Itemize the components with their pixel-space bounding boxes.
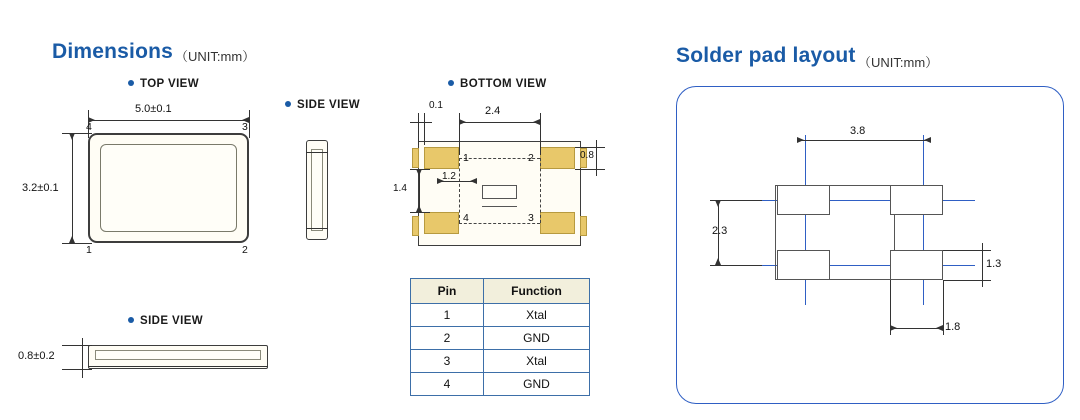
side-view-right-line-bottom: [306, 228, 328, 229]
solder-title: Solder pad layout: [676, 44, 856, 67]
bottomview-2_4-label: 2.4: [485, 105, 501, 117]
bottomview-0_8-label: 0.8: [580, 150, 594, 161]
bottomview-2_4-arrow-left: [459, 119, 466, 125]
bottomview-2_4-line: [459, 122, 540, 123]
bottom-view-pad-3: [540, 212, 575, 234]
bottomview-0_1-line: [410, 122, 432, 123]
table-row: [411, 350, 590, 373]
dimensions-unit: （UNIT:mm）: [175, 49, 256, 64]
cell-function: GND: [484, 327, 590, 350]
pin-function-table: [410, 278, 590, 396]
solder-3_8-arrow-right: [924, 137, 931, 143]
solder-1_8-label: 1.8: [945, 321, 961, 333]
bottomview-1_2-arrow-right: [470, 178, 477, 184]
topview-height-arrow-top: [69, 133, 75, 140]
solder-pad-top-right: [890, 185, 943, 215]
topview-pin-1: 1: [86, 244, 92, 256]
solder-unit: （UNIT:mm）: [858, 55, 939, 70]
solder-pad-bottom-left: [777, 250, 830, 280]
solder-ext-2_3-bottom: [710, 265, 762, 266]
bottomview-2_4-arrow-right: [533, 119, 540, 125]
topview-height-line: [72, 133, 73, 243]
cell-function: Xtal: [484, 350, 590, 373]
side-view-right-inner: [311, 149, 323, 231]
bottomview-ext-1_4-bottom: [410, 212, 430, 213]
side-view-right-line-top: [306, 152, 328, 153]
solder-ext-1_3-top: [943, 250, 991, 251]
solder-pad-bottom-right: [890, 250, 943, 280]
table-header-function: Function: [484, 279, 590, 304]
sidelower-ext-bottom: [62, 369, 92, 370]
solder-1_3-label: 1.3: [986, 258, 1002, 270]
cell-function: Xtal: [484, 304, 590, 327]
table-row: [411, 304, 590, 327]
bottom-view-tab-left-top: [412, 148, 419, 168]
bottomview-pin-4: 4: [463, 212, 469, 224]
bullet-dot-icon: [448, 80, 454, 86]
sidelower-thickness-label: 0.8±0.2: [18, 350, 55, 362]
top-view-package-inner: [100, 144, 237, 232]
cell-function: GND: [484, 373, 590, 396]
topview-height-arrow-bottom: [69, 236, 75, 243]
topview-pin-3: 3: [242, 121, 248, 133]
bottomview-ext-2_4-right: [540, 113, 541, 155]
solder-1_3-line: [982, 243, 983, 287]
dimensions-title: Dimensions: [52, 40, 174, 63]
bottom-view-center-line: [482, 206, 517, 207]
bottomview-1_4-label: 1.4: [393, 183, 407, 194]
bottomview-pin-2: 2: [528, 152, 534, 164]
cell-pin: 4: [411, 373, 484, 396]
cell-pin: 2: [411, 327, 484, 350]
bottomview-1_4-arrow-bottom: [416, 205, 422, 212]
solder-3_8-arrow-left: [797, 137, 804, 143]
bottom-view-tab-right-bottom: [580, 216, 587, 236]
solder-3_8-line: [797, 140, 931, 141]
table-row: [411, 373, 590, 396]
bottomview-pin-1: 1: [463, 152, 469, 164]
bottom-view-center-pad: [482, 185, 517, 199]
bottom-view-dash-right: [540, 158, 541, 223]
bottomview-ext-0_8-bottom: [575, 169, 605, 170]
sidelower-ext-top: [62, 345, 92, 346]
topview-pin-4: 4: [86, 121, 92, 133]
solder-1_8-arrow-left: [890, 325, 897, 331]
bottomview-1_2-label: 1.2: [442, 171, 456, 182]
table-header-pin: Pin: [411, 279, 484, 304]
bullet-dot-icon: [128, 317, 134, 323]
bottomview-0_1-label: 0.1: [429, 100, 443, 111]
solder-pad-top-left: [777, 185, 830, 215]
bullet-dot-icon: [128, 80, 134, 86]
topview-width-line: [88, 120, 249, 121]
bottom-view-pad-4: [424, 212, 459, 234]
solder-1_8-arrow-right: [936, 325, 943, 331]
solder-3_8-label: 3.8: [850, 125, 866, 137]
cell-pin: 3: [411, 350, 484, 373]
solder-2_3-label: 2.3: [712, 225, 728, 237]
bottomview-ext-0_1-left: [418, 113, 419, 145]
solder-ext-1_8-right: [943, 280, 944, 335]
bottom-view-dash-left: [459, 158, 460, 223]
caption-side-view-right: SIDE VIEW: [285, 99, 360, 111]
topview-ext-right: [249, 110, 250, 138]
bottomview-pin-3: 3: [528, 212, 534, 224]
solder-ext-1_3-bottom: [943, 280, 991, 281]
bottomview-ext-0_8-top: [575, 147, 605, 148]
topview-pin-2: 2: [242, 244, 248, 256]
bottom-view-pad-2: [540, 147, 575, 169]
side-view-lower-inner: [95, 350, 261, 360]
bottomview-1_4-arrow-top: [416, 169, 422, 176]
bottom-view-tab-left-bottom: [412, 216, 419, 236]
bottomview-0_8-line: [596, 140, 597, 176]
bullet-dot-icon: [285, 101, 291, 107]
table-row: [411, 327, 590, 350]
side-view-lower-base-line: [88, 366, 268, 367]
bottom-view-pad-1: [424, 147, 459, 169]
topview-height-label: 3.2±0.1: [22, 182, 59, 194]
table-header-row: [411, 279, 590, 304]
solder-2_3-arrow-bottom: [715, 258, 721, 265]
caption-top-view: TOP VIEW: [128, 78, 199, 90]
sidelower-thickness-line: [82, 338, 83, 378]
solder-2_3-arrow-top: [715, 200, 721, 207]
bottomview-ext-0_1-right: [424, 113, 425, 145]
cell-pin: 1: [411, 304, 484, 327]
topview-width-label: 5.0±0.1: [135, 103, 172, 115]
caption-side-view-lower: SIDE VIEW: [128, 315, 203, 327]
topview-ext-top: [62, 133, 92, 134]
caption-bottom-view: BOTTOM VIEW: [448, 78, 547, 90]
